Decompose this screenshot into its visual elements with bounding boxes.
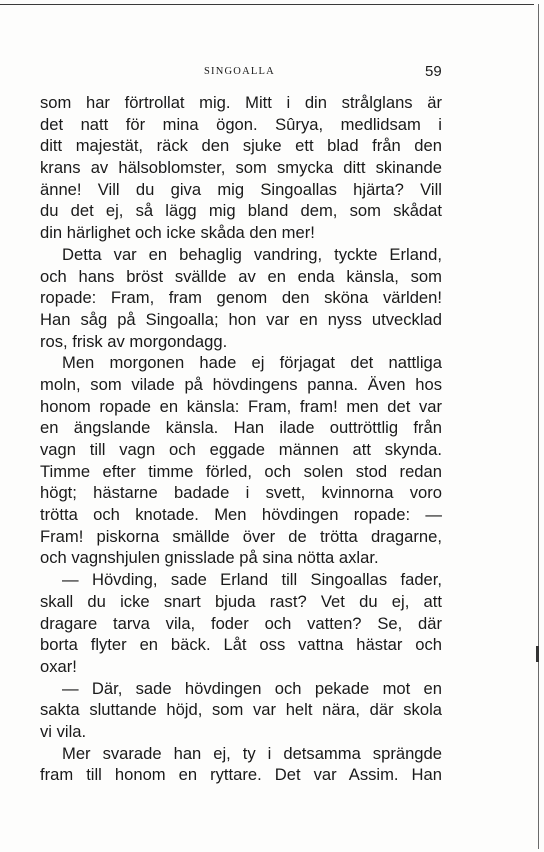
text-line: Fram! piskorna smällde över de trötta dragarne, — [40, 526, 442, 546]
body-text — [40, 92, 442, 786]
text-line: som har förtrollat mig. Mitt i din strålglans är — [40, 93, 442, 112]
text-line: sakta sluttande höjd, som var helt nära, där skola — [40, 700, 442, 720]
text-line: ropade: Fram, fram genom den sköna världen! — [40, 288, 442, 308]
text-line: dragare tarva vila, foder och vatten? Se, där — [40, 613, 442, 633]
page-right-edge — [538, 4, 539, 849]
text-line: ros, frisk av morgondagg. — [40, 331, 228, 351]
text-line: änne! Vill du giva mig Singoallas hjärta? Vill — [40, 179, 442, 199]
page-number: 59 — [425, 63, 442, 80]
text-line: borta flyter en bäck. Låt oss vattna hästar och — [40, 635, 442, 655]
text-line: krans av hälsoblomster, som smycka ditt skinande — [40, 158, 442, 178]
text-line: en ängslande känsla. Han ilade outtröttlig från — [40, 418, 442, 438]
text-line: din härlighet och icke skåda den mer! — [40, 223, 315, 243]
running-title: SINGOALLA — [204, 66, 275, 77]
text-line: det natt för mina ögon. Sûrya, medlidsam i — [40, 114, 442, 134]
text-line: honom ropade en känsla: Fram, fram! men det var — [40, 396, 442, 416]
text-line: Timme efter timme förled, och solen stod redan — [40, 461, 442, 481]
text-line: vagn till vagn och eggade männen att skynda. — [40, 440, 442, 459]
text-line: vi vila. — [40, 721, 87, 741]
text-line: Han såg på Singoalla; hon var en nyss utvecklad — [40, 309, 442, 329]
text-line: Detta var en behaglig vandring, tyckte Erland, — [62, 244, 442, 264]
margin-mark — [536, 646, 539, 662]
running-head — [0, 63, 544, 82]
text-line: oxar! — [40, 656, 77, 676]
text-line: och vagnshjulen gnisslade på sina nötta axlar. — [40, 548, 379, 568]
text-line: Men morgonen hade ej förjagat det nattliga — [62, 353, 442, 373]
text-line: fram till honom en ryttare. Det var Assim. Han — [40, 765, 442, 785]
text-line: ditt majestät, räck den sjuke ett blad från den — [40, 136, 442, 156]
text-line: — Där, sade hövdingen och pekade mot en — [62, 678, 442, 698]
text-line: trötta och knotade. Men hövdingen ropade: — — [40, 505, 442, 525]
text-line: moln, som vilade på hövdingens panna. Även hos — [40, 374, 442, 394]
text-line: du det ej, så lägg mig bland dem, som skådat — [40, 201, 442, 221]
text-line: Mer svarade han ej, ty i detsamma sprängde — [62, 743, 442, 763]
top-edge-rule — [0, 4, 534, 5]
text-line: skall du icke snart bjuda rast? Vet du ej, att — [40, 591, 442, 611]
text-line: högt; hästarne badade i svett, kvinnorna voro — [40, 483, 442, 503]
text-line: och hans bröst svällde av en enda känsla, som — [40, 266, 442, 286]
text-line: — Hövding, sade Erland till Singoallas fader, — [62, 570, 442, 590]
